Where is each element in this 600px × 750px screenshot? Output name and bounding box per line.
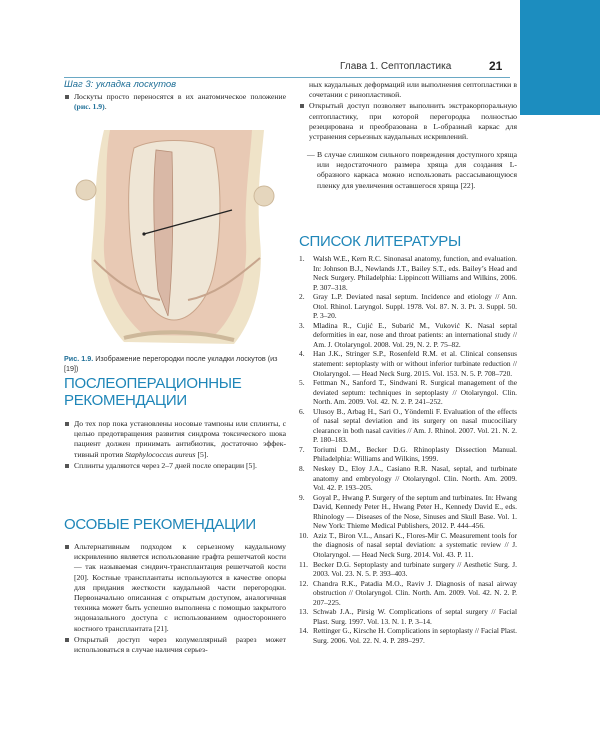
postop-bullet-splints: Сплинты удаляются через 2–7 дней после операции [5]. xyxy=(64,461,286,471)
continued-text: ных каудальных деформаций или выполнения септопластики в сочетании с ринопластикой. xyxy=(309,80,517,100)
reference-item xyxy=(299,378,517,407)
reference-item xyxy=(299,321,517,350)
reference-item xyxy=(299,626,517,645)
reference-item xyxy=(299,292,517,321)
reference-number: 7. xyxy=(299,444,305,454)
figure-septum-illustration xyxy=(64,130,286,348)
reference-number: 9. xyxy=(299,492,305,502)
reference-item xyxy=(299,349,517,378)
reference-item xyxy=(299,531,517,560)
reference-number: 14. xyxy=(299,626,309,636)
reference-number: 4. xyxy=(299,349,305,359)
page-number: 21 xyxy=(489,59,503,73)
reference-number: 12. xyxy=(299,578,309,588)
reference-text: Schwab J.A., Pirsig W. Complications of septal surgery // Facial Plast. Surg. 1997. Vol. 13. N. 1. P. 3–14. xyxy=(313,607,517,626)
reference-number: 2. xyxy=(299,292,305,302)
header-rule xyxy=(64,77,510,78)
step-bullet: Лоскуты просто переносятся в их анатомическое положение (рис. 1.9). xyxy=(64,92,286,112)
reference-text: Becker D.G. Septoplasty and turbinate surgery // Aesthetic Surg. J. 2003. Vol. 23. N. 5. P. 393–403. xyxy=(313,559,517,579)
dash-item-film: — В случае слишком сильного повреждения доступного хряща или недостаточного размера хряща для создания L-образного каркаса можно использовать рассасывающуюся пленку для увеличения оставшегося хряща [22]. xyxy=(299,150,517,191)
references-title: СПИСОК ЛИТЕРАТУРЫ xyxy=(299,233,461,250)
reference-item xyxy=(299,493,517,531)
figure-caption: Рис. 1.9. Изображение перегородки после укладки лоскутов (из [19]) xyxy=(64,354,278,373)
reference-number: 8. xyxy=(299,464,305,474)
reference-item xyxy=(299,607,517,626)
reference-text: Fettman N., Sanford T., Sindwani R. Surgical management of the deviated septum: techniques in septoplasty // Otolaryngol. Clin. North. Am. 2009. Vol. 42. N. 2. P. 241–252. xyxy=(313,378,517,407)
reference-item xyxy=(299,407,517,445)
figure-reference: (рис. 1.9) xyxy=(74,102,105,112)
reference-item xyxy=(299,560,517,579)
postop-section xyxy=(64,375,286,472)
special-section xyxy=(64,516,286,656)
reference-number: 11. xyxy=(299,559,308,569)
postop-title-line2: РЕКОМЕНДАЦИИ xyxy=(64,392,187,409)
reference-number: 6. xyxy=(299,406,305,416)
reference-number: 3. xyxy=(299,320,305,330)
reference-text: Aziz T., Biron V.L., Ansari K., Flores-Mir C. Measurement tools for the diagnosis of nasal septal deviation: a systematic review // J. Otolaryngol. — Head Neck Surg. 2014. Vol. 43. P. 11. xyxy=(313,530,517,559)
reference-text: Mladina R., Cujić E., Subarić M., Vuković K. Nasal septal deformities in ear, nose and throat patients: an international study // Am. J. Otolaryngol. 2008. Vol. 29, N. 2. P. 75–82. xyxy=(313,320,517,349)
septum-drawing xyxy=(64,130,286,348)
special-bullet-open-approach: Открытый доступ через колумеллярный разрез может использоваться в случае наличия серьез- xyxy=(64,635,286,655)
step-title: Шаг 3: укладка лоскутов xyxy=(64,79,177,90)
reference-text: Han J.K., Stringer S.P., Rosenfeld R.M. et al. Clinical consensus statement: septoplasty with or without inferior turbinate reduction // Otolaryngol. — Head Neck Surg. 2015. Vol. 153. N. 5. P. 708–720. xyxy=(313,349,517,378)
open-approach-bullet: Открытый доступ позволяет выполнить экстракорпоральную септопластику, при которой перегородка полностью резецирована и преобразована в L-образный каркас для устранения серьезных каудальных искривлений. xyxy=(299,101,517,142)
page-edge-tab xyxy=(520,0,600,115)
step-block xyxy=(64,80,286,114)
reference-text: Goyal P., Hwang P. Surgery of the septum and turbinates. In: Hwang David, Kennedy Peter H., Hwang Peter H., Kennedy David E., eds. Rhinology — Diseases of the Nose, Sinuses and Skull Base. Vol. 1. New York: Thieme Medical Publishers, 2012. P. 444–456. xyxy=(313,492,517,531)
reference-item xyxy=(299,579,517,608)
reference-text: Toriumi D.M., Becker D.G. Rhinoplasty Dissection Manual. Philadelphia: Williams and Wilkins, 1999. xyxy=(313,444,517,464)
reference-item xyxy=(299,445,517,464)
reference-text: Gray L.P. Deviated nasal septum. Incidence and etiology // Ann. Otol. Rhinol. Laryngol. Suppl. 1978. Vol. 87. N. 3. Pt. 3. Suppl. 50. P. 3–20. xyxy=(313,292,517,321)
reference-item xyxy=(299,464,517,493)
special-bullet-graft: Альтернативным подходом к серьезному каудальному искривлению является использование графта решетчатой кости — так называемая сэндвич-трансплантация решетчатой кости [20]. Костные трансплантаты используются в качестве опоры для придания жесткости каудальной части перегородки. Первоначально описанная с открытым доступом, аналогичная техника может быть успешно выполнена с помощью закрытого эндоназального доступа с использованием одностороннего костного трансплантата [21]. xyxy=(64,542,286,634)
reference-item xyxy=(299,254,517,292)
reference-text: Chandra R.K., Patadia M.O., Raviv J. Diagnosis of nasal airway obstruction // Otolaryngol. Clin. North. Am. 2009. Vol. 42. N. 2. P. 207–225. xyxy=(313,578,517,607)
reference-text: Walsh W.E., Kern R.C. Sinonasal anatomy, function, and evaluation. In: Johnson B.J., Newlands J.T., Bailey S.T., eds. Bailey’s Head and Neck Surgery. Philadelphia: Lippincott Williams and Wilkins, 2006. P. 307–318. xyxy=(313,254,517,292)
references-list xyxy=(299,254,517,645)
reference-text: Ulusoy B., Arbag H., Sari O., Yöndemli F. Evaluation of the effects of nasal septal deviation and its surgery on nasal mucociliary clearance in both nasal cavities // Am. J. Rhinol. 2007. Vol. 21. N. 2. P. 180–183. xyxy=(313,406,517,445)
reference-number: 10. xyxy=(299,530,309,540)
running-header-chapter: Глава 1. Септопластика xyxy=(340,61,452,72)
postop-title-line1: ПОСЛЕОПЕРАЦИОННЫЕ xyxy=(64,375,242,392)
right-top-block xyxy=(299,80,517,198)
reference-text: Rettinger G., Kirsche H. Complications in septoplasty // Facial Plast. Surg. 2006. Vol. 22. N. 4. P. 289–297. xyxy=(313,626,517,645)
postop-bullet-antibiotic: До тех пор пока установлены носовые тампоны или сплинты, с целью предотвращения развития синдрома токсического шока пациент должен принимать антибиотик, достаточно эффективный против Staphylococcus aureus [5]. xyxy=(64,419,286,460)
reference-text: Neskey D., Eloy J.A., Casiano R.R. Nasal, septal, and turbinate anatomy and embryology // Otolaryngol. Clin. North. Am. 2009. Vol. 42. P. 193–205. xyxy=(313,464,517,493)
reference-number: 13. xyxy=(299,607,309,617)
reference-number: 1. xyxy=(299,254,305,263)
reference-number: 5. xyxy=(299,378,305,388)
special-title: ОСОБЫЕ РЕКОМЕНДАЦИИ xyxy=(64,516,256,533)
